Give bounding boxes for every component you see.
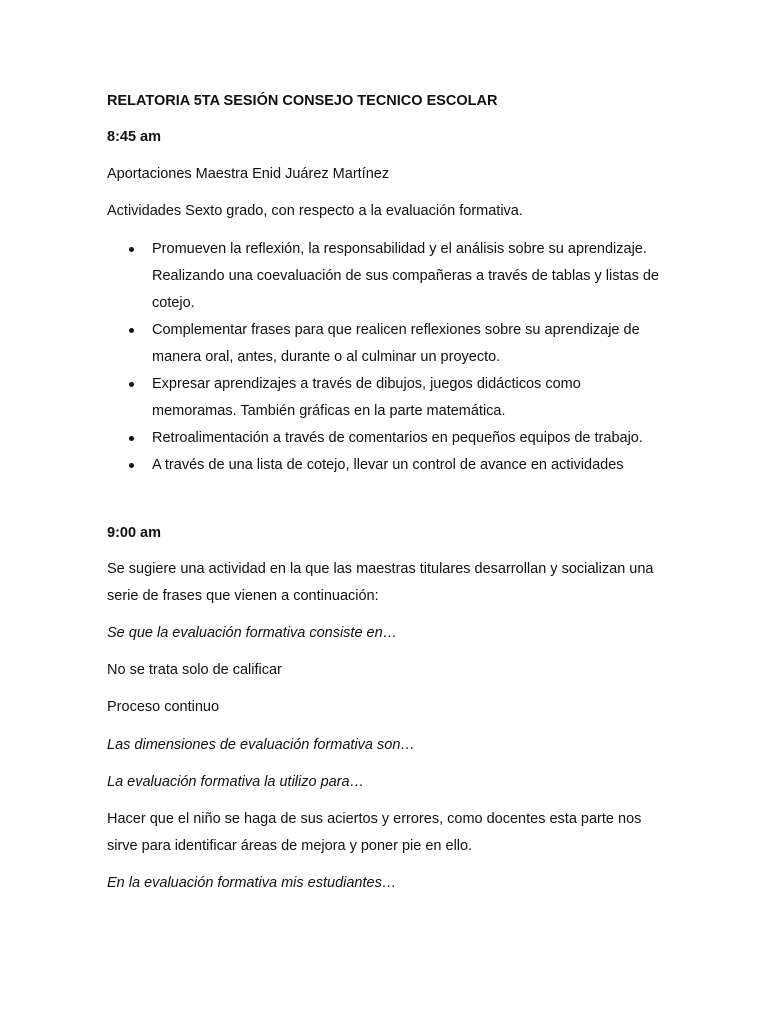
bullet-dot-icon	[129, 328, 134, 333]
bullet-text: Retroalimentación a través de comentarios en pequeños equipos de trabajo.	[152, 430, 643, 446]
time-label-900: 9:00 am	[107, 525, 162, 541]
prompt-consiste: Se que la evaluación formativa consiste en…	[107, 625, 398, 641]
prompt-estudiantes: En la evaluación formativa mis estudiantes…	[107, 875, 397, 891]
bullet-item	[107, 317, 667, 371]
bullet-item	[107, 236, 667, 317]
document-title: RELATORIA 5TA SESIÓN CONSEJO TECNICO ESCOLAR	[107, 93, 498, 109]
aportaciones-line: Aportaciones Maestra Enid Juárez Martínez	[107, 166, 390, 182]
bullet-text: A través de una lista de cotejo, llevar un control de avance en actividades	[152, 457, 624, 473]
bullet-text: Expresar aprendizajes a través de dibujos, juegos didácticos como memoramas. También gráficas en la parte matemática.	[152, 376, 581, 419]
activities-bullet-list	[107, 236, 667, 479]
prompt-dimensiones: Las dimensiones de evaluación formativa son…	[107, 737, 415, 753]
bullet-dot-icon	[129, 463, 134, 468]
bullet-item	[107, 425, 667, 452]
bullet-dot-icon	[129, 247, 134, 252]
time-label-845: 8:45 am	[107, 129, 162, 145]
bullet-item	[107, 452, 667, 479]
prompt-utilizo: La evaluación formativa la utilizo para…	[107, 774, 365, 790]
actividades-line: Actividades Sexto grado, con respecto a la evaluación formativa.	[107, 203, 523, 219]
respuesta-proceso: Proceso continuo	[107, 699, 220, 715]
sugerencia-paragraph: Se sugiere una actividad en la que las maestras titulares desarrollan y socializan una serie de frases que vienen a continuación:	[107, 561, 654, 604]
bullet-text: Promueven la reflexión, la responsabilidad y el análisis sobre su aprendizaje. Realizando una coevaluación de sus compañeras a través de tablas y listas de cotejo.	[152, 241, 659, 311]
bullet-text: Complementar frases para que realicen reflexiones sobre su aprendizaje de manera oral, antes, durante o al culminar un proyecto.	[152, 322, 640, 365]
bullet-item	[107, 371, 667, 425]
bullet-dot-icon	[129, 382, 134, 387]
respuesta-calificar: No se trata solo de calificar	[107, 662, 282, 678]
bullet-dot-icon	[129, 436, 134, 441]
respuesta-aciertos: Hacer que el niño se haga de sus aciertos y errores, como docentes esta parte nos sirve para identificar áreas de mejora y poner pie en ello.	[107, 811, 642, 854]
